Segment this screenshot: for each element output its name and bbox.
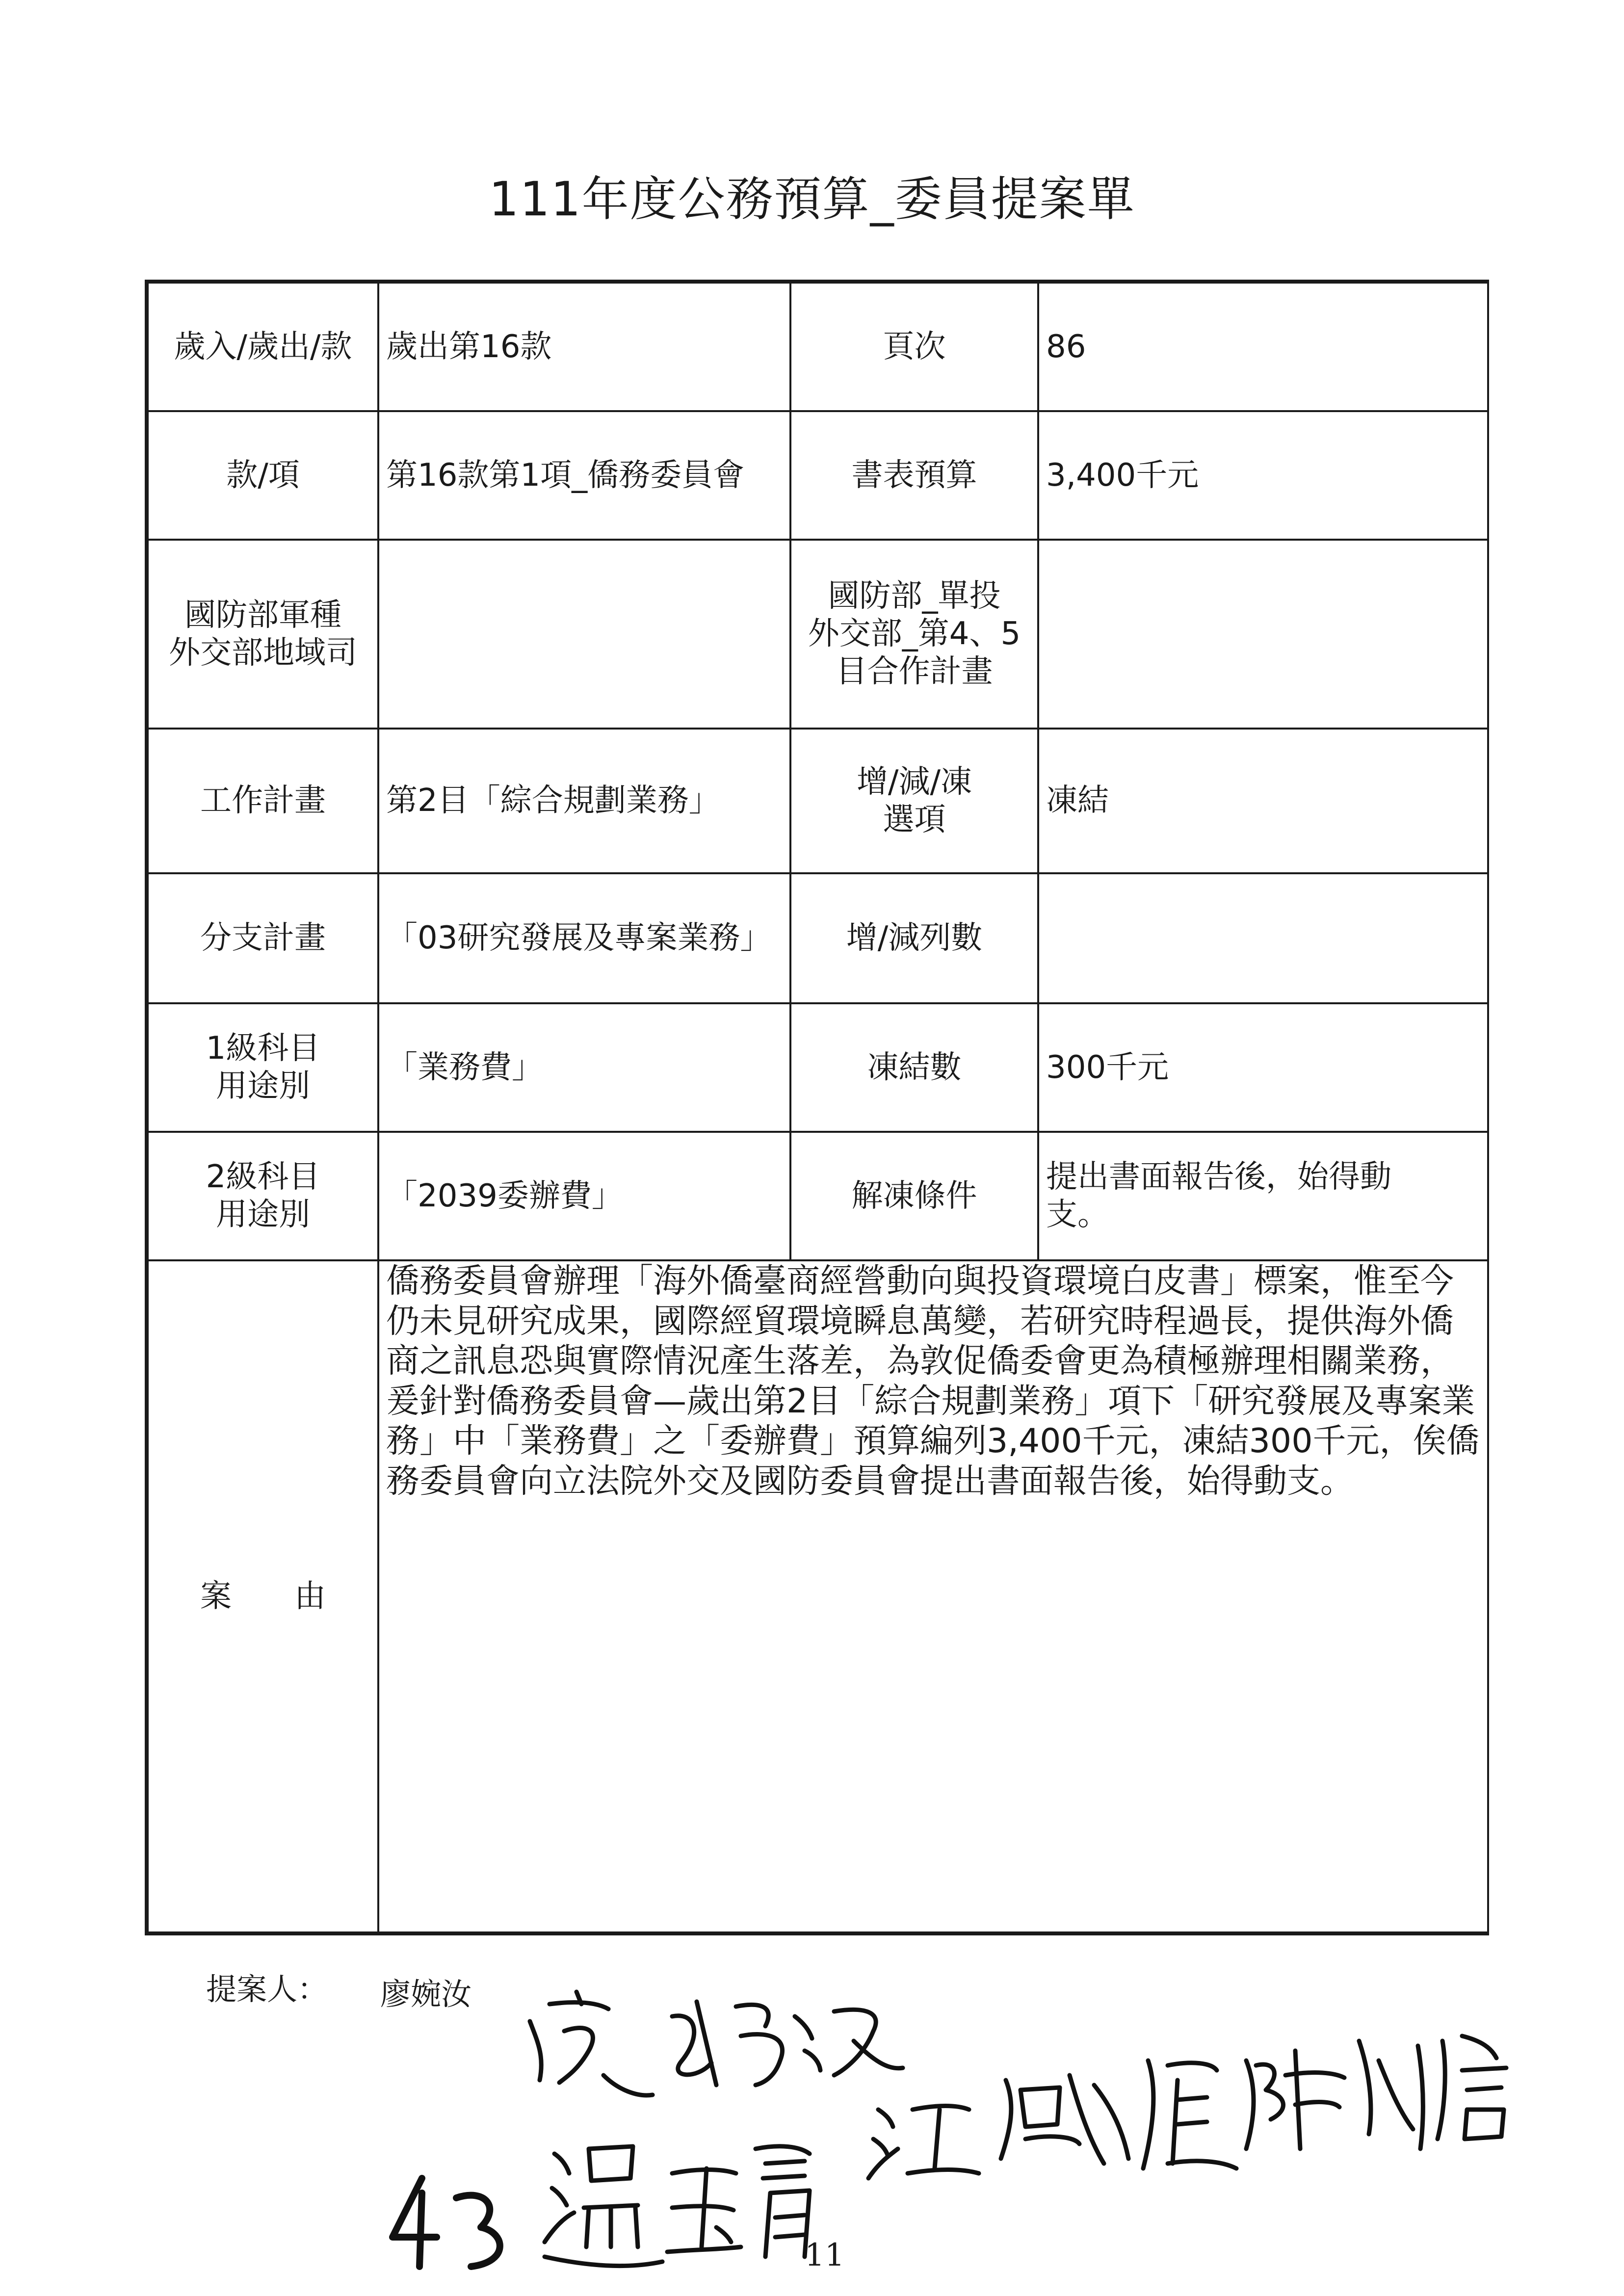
signature-3 (868, 2061, 1236, 2178)
row-level2-label (148, 1132, 378, 1260)
proposer-label: 提案人： (206, 1971, 328, 2007)
reason-line: 務委員會向立法院外交及國防委員會提出書面報告後，始得動支。 (386, 1461, 1354, 1501)
row-page-value-text: 86 (1046, 328, 1086, 365)
row-level1-label-text: 1級科目 用途別 (206, 1030, 320, 1104)
reason-line: 商之訊息恐與實際情況產生落差，為敦促僑委會更為積極辦理相關業務， (386, 1342, 1454, 1381)
row-option-label-text: 增/減/凍 選項 (856, 763, 972, 838)
row-item-value-text: 第16款第1項_僑務委員會 (386, 457, 745, 494)
proposal-form (145, 280, 1489, 1935)
signature-1 (530, 1992, 903, 2095)
row-branch-value-text: 「03研究發展及專案業務」 (386, 920, 772, 957)
proposal-table (147, 282, 1489, 1933)
row-item-label (148, 411, 378, 540)
row-defense-label (148, 540, 378, 729)
row-reason (148, 1260, 1488, 1932)
row-unfreeze-value-text: 提出書面報告後，始得動 支。 (1046, 1159, 1391, 1233)
row-unfreeze-value (1038, 1132, 1488, 1260)
row-item (148, 411, 1488, 540)
row-plan-value (1038, 540, 1488, 729)
row-branch-value (378, 873, 790, 1003)
row-option-value-text: 凍結 (1046, 783, 1109, 819)
row-level2 (148, 1132, 1488, 1260)
row-budget-value (1038, 411, 1488, 540)
row-option-label (790, 729, 1038, 873)
row-level2-label-text: 2級科目 用途別 (206, 1159, 320, 1233)
row-level2-value-text: 「2039委辦費」 (386, 1177, 623, 1214)
row-level1-value-text: 「業務費」 (386, 1049, 543, 1086)
row-page-label-text: 頁次 (883, 328, 946, 365)
row-item-label-text: 款/項 (226, 457, 300, 494)
row-defense-label-text: 國防部軍種 外交部地域司 (169, 597, 357, 671)
row-branch-label (148, 873, 378, 1003)
row-option-value (1038, 729, 1488, 873)
row-work-plan-value-text: 第2目「綜合規劃業務」 (386, 783, 720, 819)
row-level1-value (378, 1003, 790, 1132)
signature-2 (545, 2146, 810, 2266)
row-account-label (148, 283, 378, 411)
row-item-value (378, 411, 790, 540)
row-level2-value (378, 1132, 790, 1260)
row-unfreeze-label-text: 解凍條件 (851, 1177, 977, 1214)
page-number: 11 (805, 2237, 845, 2273)
row-work-plan-label (148, 729, 378, 873)
row-defense-value (378, 540, 790, 729)
row-branch (148, 873, 1488, 1003)
row-page-label (790, 283, 1038, 411)
row-frozen-value-text: 300千元 (1046, 1049, 1169, 1086)
row-level1-label (148, 1003, 378, 1132)
row-change-value (1038, 873, 1488, 1003)
page-title: 111年度公務預算_委員提案單 (489, 172, 1135, 227)
row-frozen-label (790, 1003, 1038, 1132)
reason-label (148, 1260, 378, 1932)
row-account-label-text: 歲入/歲出/款 (174, 328, 352, 365)
row-branch-label-text: 分支計畫 (200, 920, 326, 957)
reason-line: 仍未見研究成果，國際經貿環境瞬息萬變，若研究時程過長，提供海外僑 (386, 1302, 1454, 1341)
row-budget-label-text: 書表預算 (851, 457, 977, 494)
signature-4 (1246, 2036, 1506, 2149)
reason-line: 務」中「業務費」之「委辦費」預算編列3,400千元，凍結300千元，俟僑 (386, 1422, 1480, 1461)
reason-text (378, 1260, 1488, 1932)
row-defense (148, 540, 1488, 729)
reason-line: 爰針對僑務委員會—歲出第2目「綜合規劃業務」項下「研究發展及專案業 (386, 1382, 1475, 1421)
row-budget-value-text: 3,400千元 (1046, 457, 1199, 494)
row-account-value-text: 歲出第16款 (386, 328, 552, 365)
row-change-label (790, 873, 1038, 1003)
handwritten-number (393, 2178, 500, 2267)
row-work-plan-value (378, 729, 790, 873)
row-frozen-value (1038, 1003, 1488, 1132)
row-account (148, 283, 1488, 411)
proposer-name: 廖婉汝 (380, 1976, 472, 2012)
reason-line: 僑務委員會辦理「海外僑臺商經營動向與投資環境白皮書」標案，惟至今 (386, 1262, 1454, 1301)
row-level1 (148, 1003, 1488, 1132)
row-change-label-text: 增/減列數 (846, 920, 983, 957)
row-work-plan (148, 729, 1488, 873)
row-frozen-label-text: 凍結數 (867, 1049, 962, 1086)
row-plan-label-text: 國防部_單投 外交部_第4、5 目合作計畫 (808, 578, 1021, 690)
row-unfreeze-label (790, 1132, 1038, 1260)
row-work-plan-label-text: 工作計畫 (200, 783, 326, 819)
reason-label-text: 案 由 (200, 1578, 326, 1615)
row-budget-label (790, 411, 1038, 540)
row-plan-label (790, 540, 1038, 729)
row-page-value (1038, 283, 1488, 411)
row-account-value (378, 283, 790, 411)
